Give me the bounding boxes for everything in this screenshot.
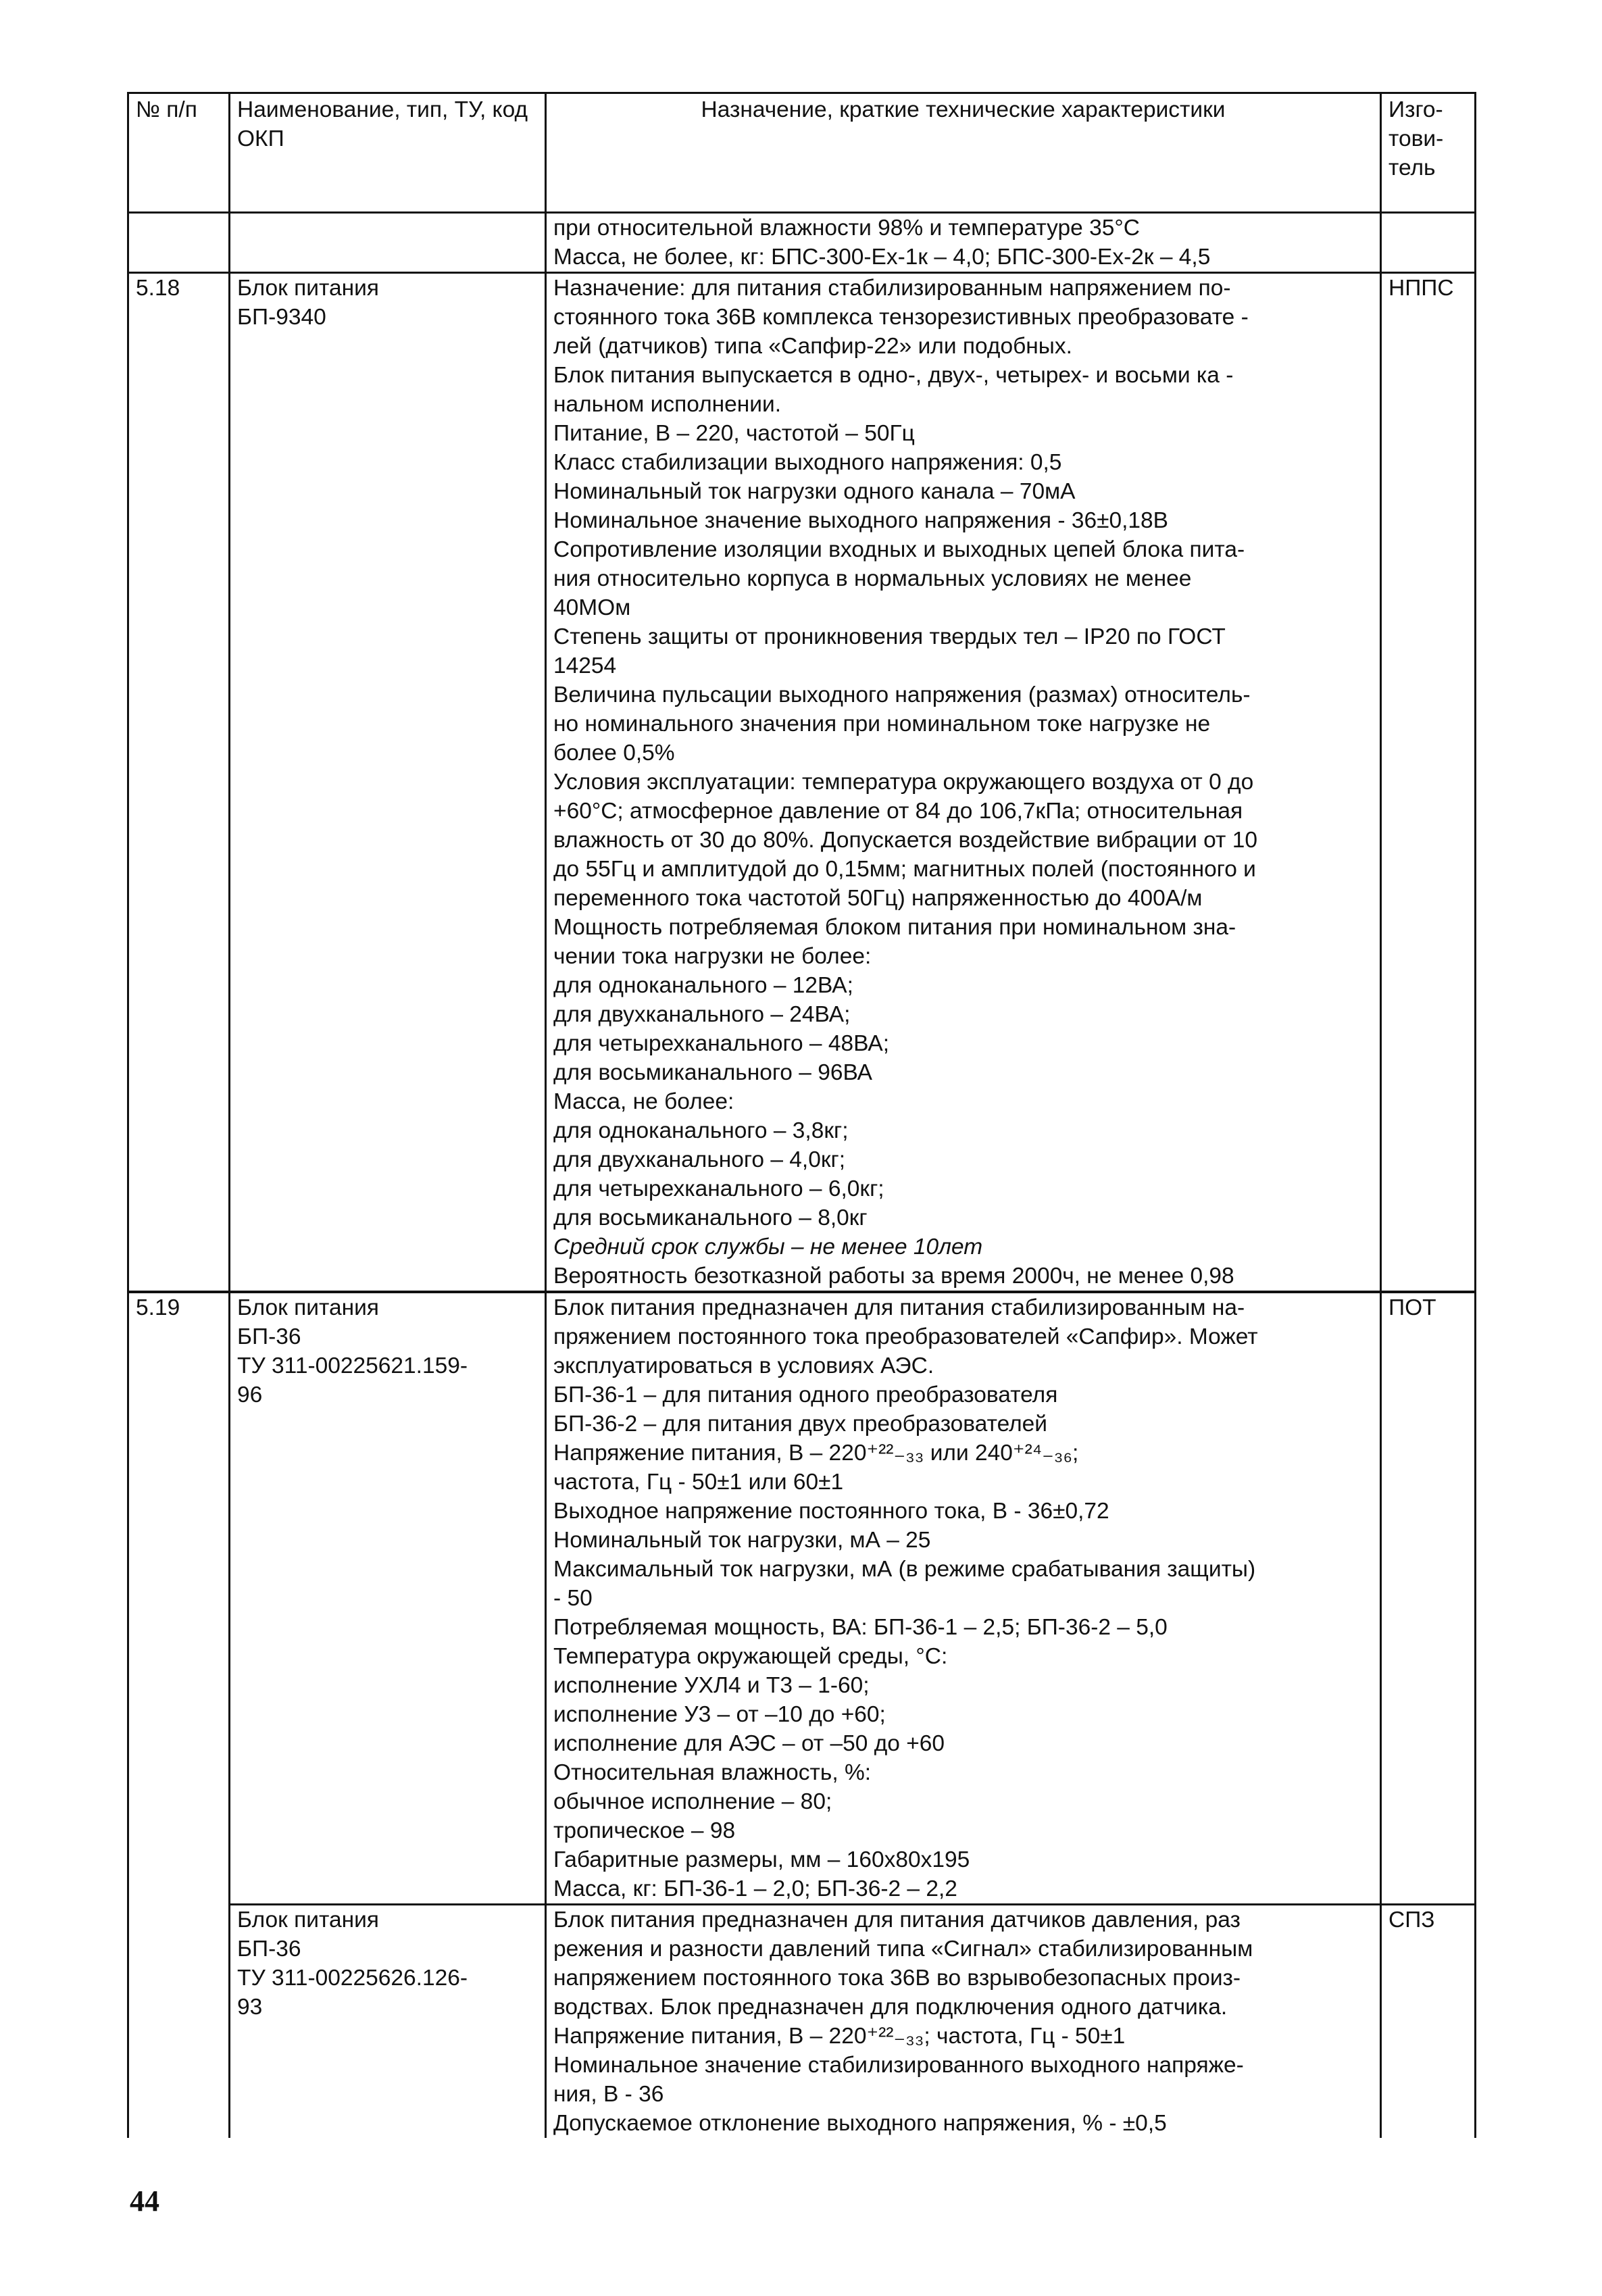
row-name: [230, 273, 546, 1293]
header-desc: Назначение, краткие технические характеристики: [546, 93, 1381, 213]
desc-line: ния относительно корпуса в нормальных условиях не менее: [553, 566, 1192, 591]
table-row: [128, 273, 1476, 1293]
desc-line: лей (датчиков) типа «Сапфир-22» или подобных.: [553, 334, 1072, 359]
desc-line: Мощность потребляемая блоком питания при номинальном зна-: [553, 915, 1236, 940]
desc-line: БП-36-1 – для питания одного преобразователя: [553, 1382, 1058, 1407]
desc-line: но номинального значения при номинальном токе нагрузке не: [553, 712, 1211, 737]
desc-line: режения и разности давлений типа «Сигнал» стабилизированным: [553, 1937, 1253, 1962]
row-name: [230, 1905, 546, 2139]
row-number: [128, 1905, 230, 2139]
desc-line: для восьмиканального – 96ВА: [553, 1060, 873, 1085]
desc-line: Габаритные размеры, мм – 160х80х195: [553, 1847, 970, 1872]
desc-line: более 0,5%: [553, 741, 675, 766]
row-desc: [546, 1905, 1381, 2139]
desc-line: Относительная влажность, %:: [553, 1760, 872, 1785]
table-row: [128, 1905, 1476, 2139]
desc-line: частота, Гц - 50±1 или 60±1: [553, 1470, 844, 1495]
desc-line: - 50: [553, 1586, 593, 1611]
row-number: 5.19: [128, 1292, 230, 1905]
desc-line: Величина пульсации выходного напряжения (размах) относитель-: [553, 682, 1251, 707]
desc-line: Назначение: для питания стабилизированным напряжением по-: [553, 276, 1231, 301]
desc-line: эксплуатироваться в условиях АЭС.: [553, 1353, 934, 1378]
name-line: ТУ 311-00225626.126-: [237, 1966, 468, 1991]
desc-line: Максимальный ток нагрузки, мА (в режиме срабатывания защиты): [553, 1557, 1256, 1582]
desc-line: Средний срок службы – не менее 10лет: [553, 1234, 983, 1259]
desc-line: +60°С; атмосферное давление от 84 до 106,7кПа; относительная: [553, 799, 1243, 824]
desc-line: Сопротивление изоляции входных и выходных цепей блока пита-: [553, 537, 1245, 562]
desc-line: Блок питания выпускается в одно-, двух-, четырех- и восьми ка -: [553, 363, 1234, 388]
desc-line: переменного тока частотой 50Гц) напряженностью до 400А/м: [553, 886, 1203, 911]
desc-line: Температура окружающей среды, °С:: [553, 1644, 948, 1669]
desc-line: для одноканального – 12ВА;: [553, 973, 853, 998]
desc-line: для двухканального – 24ВА;: [553, 1002, 851, 1027]
desc-line: Напряжение питания, В – 220⁺²²₋₃₃ или 240⁺²⁴₋₃₆;: [553, 1441, 1079, 1466]
desc-line: Номинальное значение выходного напряжения - 36±0,18В: [553, 508, 1169, 533]
desc-line: Степень защиты от проникновения твердых тел – IP20 по ГОСТ: [553, 624, 1226, 649]
desc-line: Блок питания предназначен для питания датчиков давления, раз: [553, 1907, 1241, 1932]
name-line: Блок питания: [237, 1907, 379, 1932]
desc-line: тропическое – 98: [553, 1818, 736, 1843]
desc-line: Класс стабилизации выходного напряжения: 0,5: [553, 450, 1062, 475]
desc-line: влажность от 30 до 80%. Допускается воздействие вибрации от 10: [553, 828, 1257, 853]
row-name: [230, 1292, 546, 1905]
desc-line: Напряжение питания, В – 220⁺²²₋₃₃; частота, Гц - 50±1: [553, 2024, 1126, 2049]
name-line: БП-36: [237, 1324, 301, 1349]
table-header-row: [128, 93, 1476, 213]
header-name: Наименование, тип, ТУ, код ОКП: [230, 93, 546, 213]
row-maker: СПЗ: [1381, 1905, 1476, 2139]
desc-line: Номинальный ток нагрузки одного канала – 70мА: [553, 479, 1076, 504]
desc-line: водствах. Блок предназначен для подключения одного датчика.: [553, 1995, 1228, 2020]
desc-line: исполнение для АЭС – от –50 до +60: [553, 1731, 945, 1756]
row-number: 5.18: [128, 273, 230, 1293]
desc-line: Условия эксплуатации: температура окружающего воздуха от 0 до: [553, 770, 1254, 795]
desc-line: пряжением постоянного тока преобразователей «Сапфир». Может: [553, 1324, 1258, 1349]
desc-line: Питание, В – 220, частотой – 50Гц: [553, 421, 915, 446]
desc-line: Вероятность безотказной работы за время 2000ч, не менее 0,98: [553, 1264, 1234, 1289]
desc-line: БП-36-2 – для питания двух преобразователей: [553, 1412, 1047, 1437]
desc-line: для четырехканального – 48ВА;: [553, 1031, 890, 1056]
desc-line: 40МОм: [553, 595, 631, 620]
desc-line: Блок питания предназначен для питания стабилизированным на-: [553, 1295, 1245, 1320]
desc-line: напряжением постоянного тока 36В во взрывобезопасных произ-: [553, 1966, 1241, 1991]
desc-line: чении тока нагрузки не более:: [553, 944, 872, 969]
desc-line: Масса, кг: БП-36-1 – 2,0; БП-36-2 – 2,2: [553, 1876, 957, 1901]
desc-line: Масса, не более, кг: БПС-300-Ех-1к – 4,0; БПС-300-Ех-2к – 4,5: [553, 245, 1211, 270]
desc-line: Выходное напряжение постоянного тока, В - 36±0,72: [553, 1499, 1109, 1524]
desc-line: 14254: [553, 653, 617, 678]
name-line: ТУ 311-00225621.159-: [237, 1353, 468, 1378]
desc-line: для восьмиканального – 8,0кг: [553, 1205, 868, 1230]
page-number: 44: [130, 2185, 159, 2218]
desc-line: до 55Гц и амплитудой до 0,15мм; магнитных полей (постоянного и: [553, 857, 1256, 882]
row-maker: ПОТ: [1381, 1292, 1476, 1905]
desc-line: Масса, не более:: [553, 1089, 734, 1114]
desc-line: Номинальный ток нагрузки, мА – 25: [553, 1528, 931, 1553]
table-row-continuation: [128, 213, 1476, 273]
desc-line: нальном исполнении.: [553, 392, 782, 417]
desc-line: Номинальное значение стабилизированного выходного напряже-: [553, 2053, 1244, 2078]
name-line: Блок питания: [237, 1295, 379, 1320]
desc-line: исполнение УХЛ4 и Т3 – 1-60;: [553, 1673, 870, 1698]
row-desc: [546, 273, 1381, 1293]
table-row: [128, 1292, 1476, 1905]
row-maker: НППС: [1381, 273, 1476, 1293]
header-maker: Изго- тови- тель: [1381, 93, 1476, 213]
desc-line: при относительной влажности 98% и температуре 35°С: [553, 216, 1140, 241]
name-line: БП-9340: [237, 305, 326, 330]
desc-line: ния, В - 36: [553, 2082, 664, 2107]
desc-line: для одноканального – 3,8кг;: [553, 1118, 849, 1143]
header-num: № п/п: [128, 93, 230, 213]
name-line: 96: [237, 1382, 263, 1407]
desc-line: Потребляемая мощность, ВА: БП-36-1 – 2,5; БП-36-2 – 5,0: [553, 1615, 1168, 1640]
desc-line: для двухканального – 4,0кг;: [553, 1147, 846, 1172]
row-desc: [546, 1292, 1381, 1905]
desc-line: для четырехканального – 6,0кг;: [553, 1176, 884, 1201]
continuation-desc: [546, 213, 1381, 273]
spec-table: [127, 92, 1476, 2138]
name-line: БП-36: [237, 1937, 301, 1962]
desc-line: исполнение У3 – от –10 до +60;: [553, 1702, 886, 1727]
name-line: 93: [237, 1995, 263, 2020]
desc-line: стоянного тока 36В комплекса тензорезистивных преобразовате -: [553, 305, 1249, 330]
desc-line: Допускаемое отклонение выходного напряжения, % - ±0,5: [553, 2111, 1167, 2136]
name-line: Блок питания: [237, 276, 379, 301]
desc-line: обычное исполнение – 80;: [553, 1789, 832, 1814]
